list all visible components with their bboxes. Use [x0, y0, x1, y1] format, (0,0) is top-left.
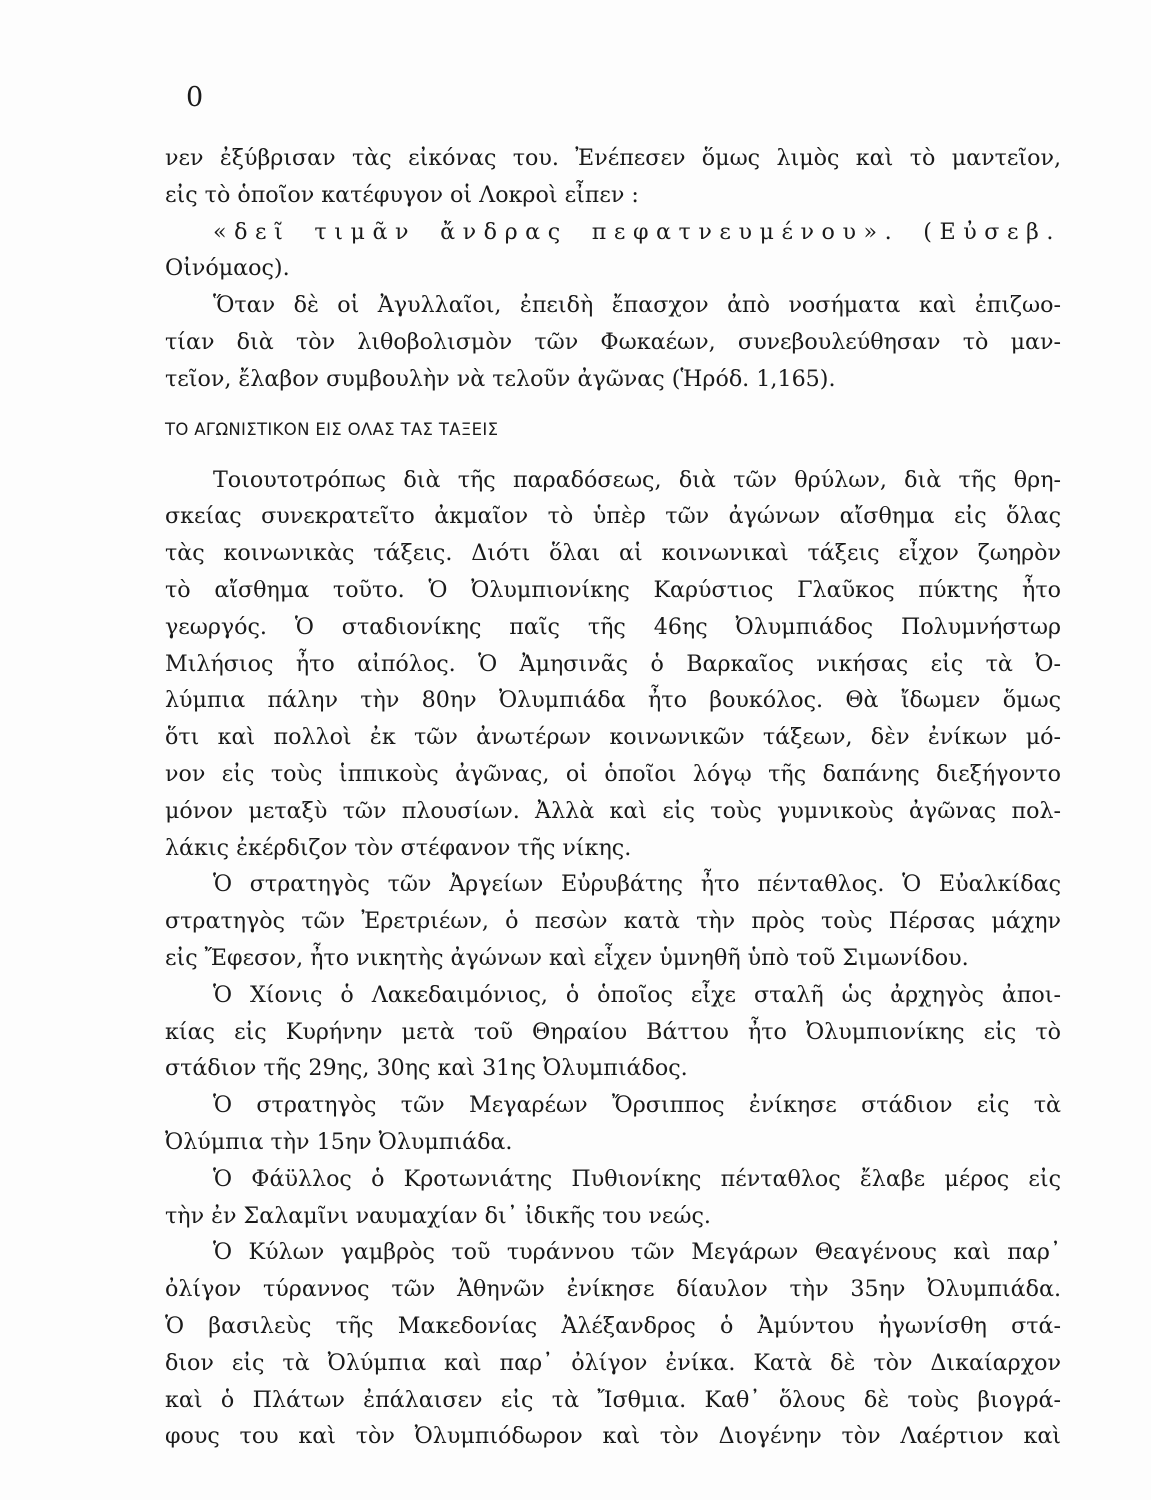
- text-line: Ὅταν δὲ οἱ Ἀγυλλαῖοι, ἐπειδὴ ἔπασχον ἀπὸ νοσήματα καὶ ἐπιζωο-: [213, 292, 1061, 319]
- text-line: Ὁ στρατηγὸς τῶν Ἀργείων Εὐρυβάτης ἦτο πένταθλος. Ὁ Εὐαλκίδας: [213, 871, 1061, 898]
- text-line: λύμπια πάλην τὴν 80ην Ὀλυμπιάδα ἦτο βουκόλος. Θὰ ἴδωμεν ὅμως: [165, 687, 1061, 714]
- text-line: τεῖον, ἔλαβον συμβουλὴν νὰ τελοῦν ἀγῶνας (Ἡρόδ. 1,165).: [165, 365, 836, 392]
- text-line: Μιλήσιος ἦτο αἰπόλος. Ὁ Ἀμησινᾶς ὁ Βαρκαῖος νικήσας εἰς τὰ Ὀ-: [165, 650, 1061, 677]
- text-line: σκείας συνεκρατεῖτο ἀκμαῖον τὸ ὑπὲρ τῶν ἀγώνων αἴσθημα εἰς ὅλας: [165, 503, 1061, 530]
- text-line: καὶ ὁ Πλάτων ἐπάλαισεν εἰς τὰ Ἴσθμια. Καθ᾽ ὅλους δὲ τοὺς βιογρά-: [165, 1386, 1061, 1413]
- body-text: [165, 140, 1061, 1455]
- text-line: νον εἰς τοὺς ἱππικοὺς ἀγῶνας, οἱ ὁποῖοι λόγῳ τῆς δαπάνης διεξήγοντο: [165, 760, 1061, 787]
- section-heading: ΤΟ ΑΓΩΝΙΣΤΙΚΟΝ ΕΙΣ ΟΛΑΣ ΤΑΣ ΤΑΞΕΙΣ: [165, 419, 499, 439]
- quotation-line: «δεῖ τιμᾶν ἄνδρας πεφατνευμένου». (Εὐσεβ.: [213, 218, 1061, 245]
- text-line: εἰς Ἔφεσον, ἦτο νικητὴς ἀγώνων καὶ εἶχεν ὑμνηθῆ ὑπὸ τοῦ Σιμωνίδου.: [165, 944, 969, 971]
- text-line: φους του καὶ τὸν Ὀλυμπιόδωρον καὶ τὸν Διογένην τὸν Λαέρτιον καὶ: [165, 1423, 1061, 1450]
- text-line: τὸ αἴσθημα τοῦτο. Ὁ Ὀλυμπιονίκης Καρύστιος Γλαῦκος πύκτης ἦτο: [165, 576, 1061, 603]
- text-line: τὰς κοινωνικὰς τάξεις. Διότι ὅλαι αἱ κοινωνικαὶ τάξεις εἶχον ζωηρὸν: [165, 540, 1061, 567]
- text-line: διον εἰς τὰ Ὀλύμπια καὶ παρ᾽ ὀλίγον ἐνίκα. Κατὰ δὲ τὸν Δικαίαρχον: [165, 1349, 1061, 1376]
- text-line: γεωργός. Ὁ σταδιονίκης παῖς τῆς 46ης Ὀλυμπιάδος Πολυμνήστωρ: [165, 613, 1061, 640]
- text-line: τίαν διὰ τὸν λιθοβολισμὸν τῶν Φωκαέων, συνεβουλεύθησαν τὸ μαν-: [165, 328, 1061, 355]
- text-line: μόνον μεταξὺ τῶν πλουσίων. Ἀλλὰ καὶ εἰς τοὺς γυμνικοὺς ἀγῶνας πολ-: [165, 797, 1061, 824]
- text-line: λάκις ἐκέρδιζον τὸν στέφανον τῆς νίκης.: [165, 834, 632, 861]
- text-line: στρατηγὸς τῶν Ἐρετριέων, ὁ πεσὼν κατὰ τὴν πρὸς τοὺς Πέρσας μάχην: [165, 908, 1061, 935]
- text-line: τὴν ἐν Σαλαμῖνι ναυμαχίαν δι᾽ ἰδικῆς του νεώς.: [165, 1202, 711, 1229]
- page-number: 0: [186, 82, 204, 113]
- text-line: Οἰνόμαος).: [165, 255, 290, 282]
- text-line: Τοιουτοτρόπως διὰ τῆς παραδόσεως, διὰ τῶν θρύλων, διὰ τῆς θρη-: [213, 466, 1061, 493]
- text-line: Ὁ Χίονις ὁ Λακεδαιμόνιος, ὁ ὁποῖος εἶχε σταλῆ ὡς ἀρχηγὸς ἀποι-: [213, 981, 1061, 1008]
- text-line: Ὁ βασιλεὺς τῆς Μακεδονίας Ἀλέξανδρος ὁ Ἀμύντου ἠγωνίσθη στά-: [165, 1312, 1061, 1339]
- text-line: εἰς τὸ ὁποῖον κατέφυγον οἱ Λοκροὶ εἶπεν :: [165, 181, 639, 208]
- text-line: κίας εἰς Κυρήνην μετὰ τοῦ Θηραίου Βάττου ἦτο Ὀλυμπιονίκης εἰς τὸ: [165, 1018, 1061, 1045]
- text-line: Ὁ Κύλων γαμβρὸς τοῦ τυράννου τῶν Μεγάρων Θεαγένους καὶ παρ᾽: [213, 1239, 1061, 1266]
- text-line: Ὁ στρατηγὸς τῶν Μεγαρέων Ὄρσιππος ἐνίκησε στάδιον εἰς τὰ: [213, 1092, 1061, 1119]
- text-line: ὀλίγον τύραννος τῶν Ἀθηνῶν ἐνίκησε δίαυλον τὴν 35ην Ὀλυμπιάδα.: [165, 1276, 1061, 1303]
- text-line: νεν ἐξύβρισαν τὰς εἰκόνας του. Ἐνέπεσεν ὅμως λιμὸς καὶ τὸ μαντεῖον,: [165, 145, 1061, 171]
- text-line: στάδιον τῆς 29ης, 30ης καὶ 31ης Ὀλυμπιάδος.: [165, 1055, 688, 1082]
- text-line: Ὀλύμπια τὴν 15ην Ὀλυμπιάδα.: [165, 1128, 513, 1155]
- text-line: ὅτι καὶ πολλοὶ ἐκ τῶν ἀνωτέρων κοινωνικῶν τάξεων, δὲν ἐνίκων μό-: [165, 724, 1061, 751]
- text-line: Ὁ Φάϋλλος ὁ Κροτωνιάτης Πυθιονίκης πένταθλος ἔλαβε μέρος εἰς: [213, 1165, 1061, 1192]
